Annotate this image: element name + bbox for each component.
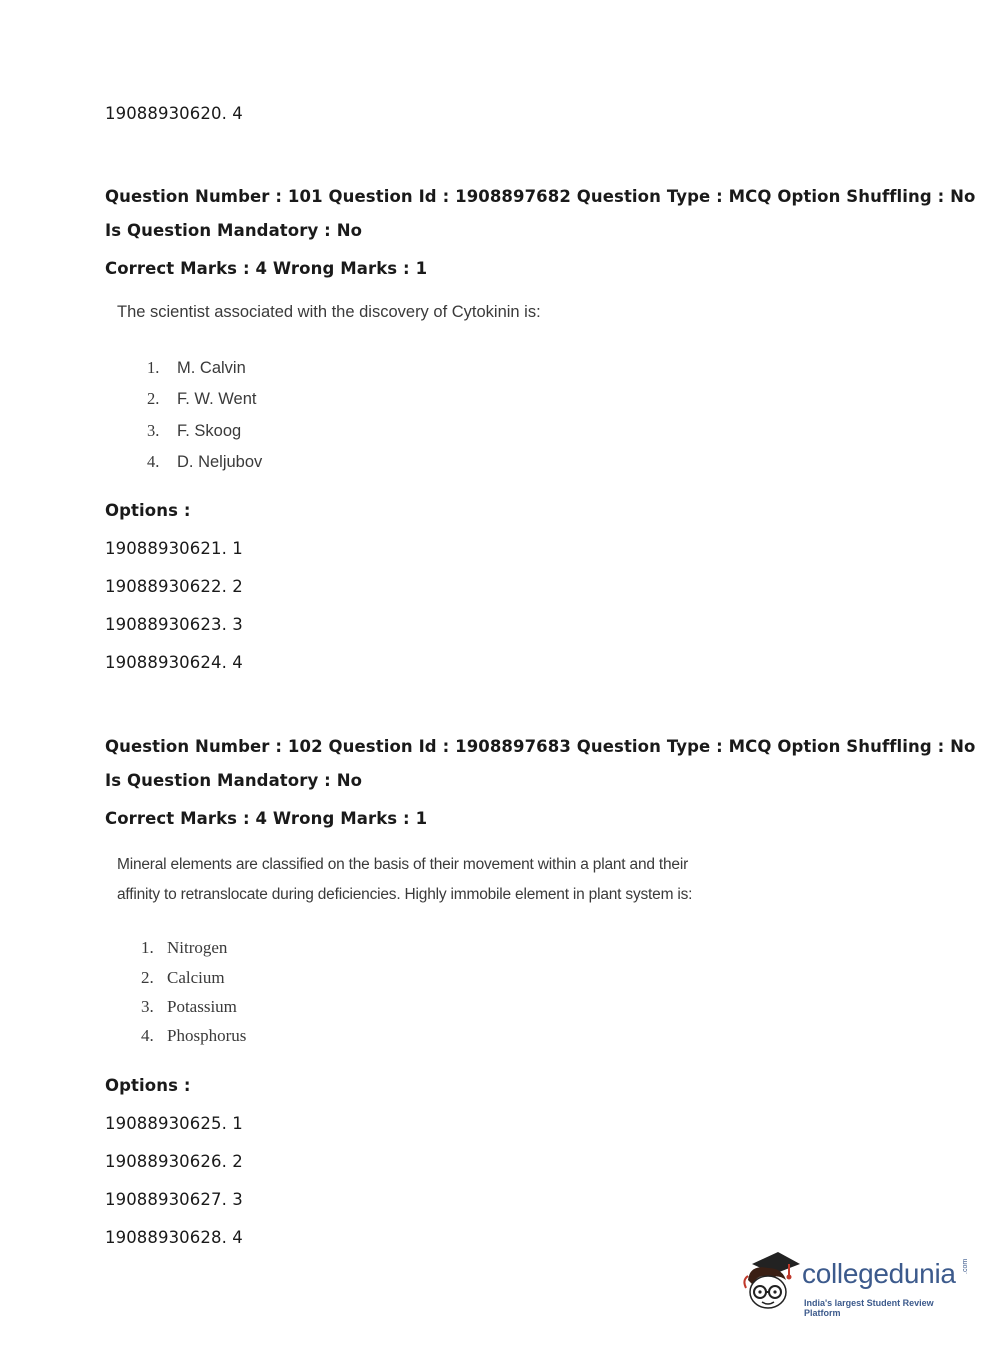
option-item: 19088930624. 4 xyxy=(105,653,243,672)
question-marks: Correct Marks : 4 Wrong Marks : 1 xyxy=(105,809,428,828)
logo-suffix: .com xyxy=(962,1258,969,1274)
question-text: Mineral elements are classified on the basis of their movement within a plant and their xyxy=(117,856,689,873)
choice-item: 1. M. Calvin xyxy=(147,358,246,377)
choice-item: 4. D. Neljubov xyxy=(147,452,263,471)
option-item: 19088930620. 4 xyxy=(105,104,243,123)
logo-name: collegedunia xyxy=(802,1258,956,1289)
choice-item: 2. Calcium xyxy=(141,968,225,987)
option-item: 19088930628. 4 xyxy=(105,1228,243,1247)
option-item: 19088930626. 2 xyxy=(105,1152,243,1171)
question-text: affinity to retranslocate during deficiencies. Highly immobile element in plant system is: xyxy=(117,886,693,903)
question-header: Question Number : 101 Question Id : 1908897682 Question Type : MCQ Option Shuffling : No xyxy=(105,187,976,206)
option-item: 19088930625. 1 xyxy=(105,1114,243,1133)
student-mascot-icon xyxy=(742,1250,802,1318)
question-text: The scientist associated with the discovery of Cytokinin is: xyxy=(117,303,541,321)
choice-item: 3. Potassium xyxy=(141,997,237,1016)
choice-item: 2. F. W. Went xyxy=(147,389,257,408)
question-mandatory: Is Question Mandatory : No xyxy=(105,771,363,790)
choice-item: 3. F. Skoog xyxy=(147,421,242,440)
question-header: Question Number : 102 Question Id : 1908897683 Question Type : MCQ Option Shuffling : No xyxy=(105,737,976,756)
option-item: 19088930621. 1 xyxy=(105,539,243,558)
option-item: 19088930623. 3 xyxy=(105,615,243,634)
choice-item: 4. Phosphorus xyxy=(141,1026,247,1045)
option-item: 19088930627. 3 xyxy=(105,1190,243,1209)
options-label: Options : xyxy=(105,1076,191,1095)
options-label: Options : xyxy=(105,501,191,520)
question-marks: Correct Marks : 4 Wrong Marks : 1 xyxy=(105,259,428,278)
collegedunia-logo[interactable] xyxy=(742,1250,972,1320)
logo-tagline: India's largest Student Review Platform xyxy=(804,1298,934,1318)
choice-item: 1. Nitrogen xyxy=(141,938,228,957)
option-item: 19088930622. 2 xyxy=(105,577,243,596)
question-mandatory: Is Question Mandatory : No xyxy=(105,221,363,240)
